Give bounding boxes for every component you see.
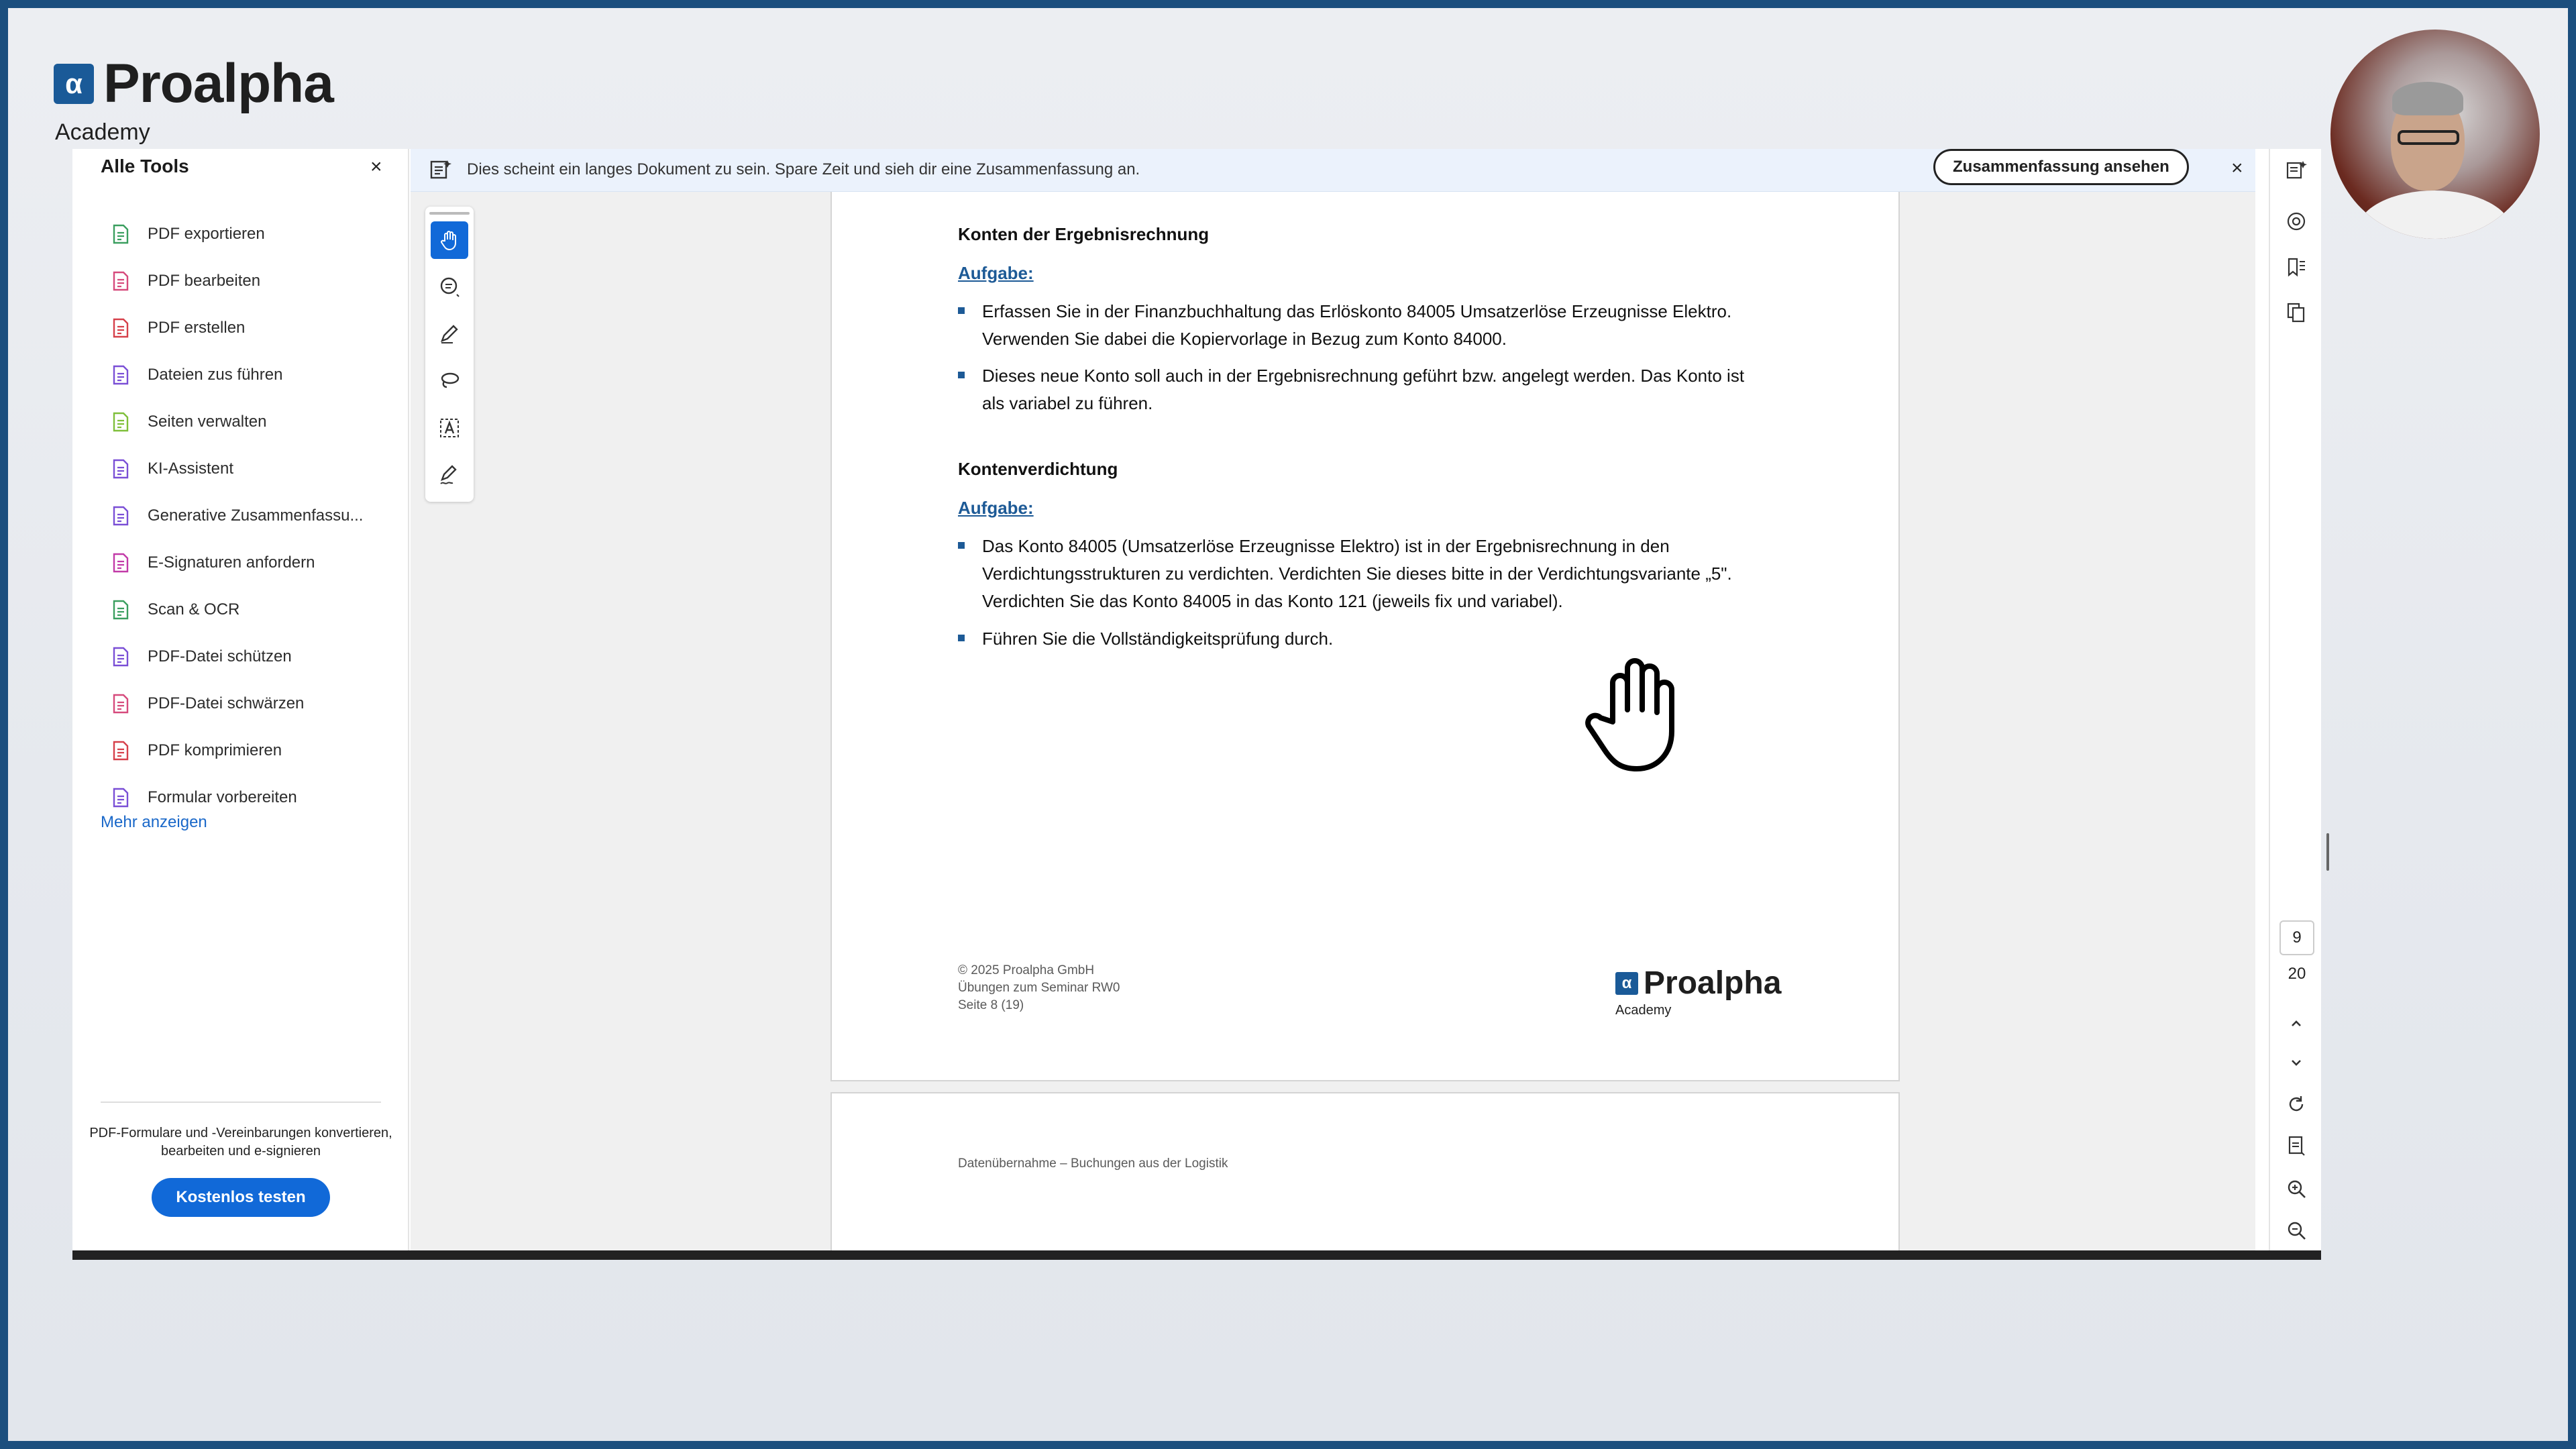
page-footer	[958, 962, 1120, 1014]
tool-item[interactable]	[110, 680, 363, 727]
bookmark-icon	[2286, 256, 2307, 278]
rail-drag-handle[interactable]	[429, 212, 470, 215]
previous-page-button[interactable]	[2282, 1009, 2311, 1038]
promo-text: PDF-Formulare und -Vereinbarungen konvertieren, bearbeiten und e-signieren	[89, 1126, 392, 1159]
section-heading: Konten der Ergebnisrechnung	[958, 224, 1210, 244]
hand-tool-button[interactable]	[431, 221, 468, 259]
page-logo-mark: α	[1615, 972, 1638, 995]
pen-icon	[438, 323, 461, 345]
tool-label: E-Signaturen anfordern	[148, 553, 315, 572]
page-header: Datenübernahme – Buchungen aus der Logistik	[958, 1157, 1228, 1171]
next-page-button[interactable]	[2282, 1048, 2311, 1077]
panel-divider	[101, 1102, 381, 1103]
tool-label: Scan & OCR	[148, 600, 240, 619]
hand-icon	[438, 229, 461, 252]
tool-item[interactable]	[110, 492, 363, 539]
summary-icon	[429, 158, 452, 181]
page-logo	[1615, 965, 1781, 1018]
comment-tool-button[interactable]	[431, 268, 468, 306]
logo-subtitle: Academy	[55, 119, 150, 145]
comments-panel-button[interactable]	[2282, 207, 2311, 236]
protect-pdf-icon	[110, 646, 131, 667]
total-pages: 20	[2288, 965, 2306, 983]
draw-tool-button[interactable]	[431, 315, 468, 353]
tool-item[interactable]	[110, 352, 363, 398]
close-notice-icon[interactable]: ×	[2231, 157, 2243, 179]
webcam-hair	[2392, 82, 2463, 115]
generative-summary-icon	[110, 505, 131, 527]
bullet-item: Dieses neue Konto soll auch in der Ergebnisrechnung geführt bzw. angelegt werden. Das Konto ist als variabel zu führen.	[982, 362, 1760, 417]
page-display-button[interactable]	[2282, 1131, 2311, 1161]
tool-item[interactable]	[110, 211, 363, 258]
lasso-icon	[438, 370, 461, 392]
tool-item[interactable]	[110, 398, 363, 445]
bullet-item: Das Konto 84005 (Umsatzerlöse Erzeugnisse Elektro) ist in der Ergebnisrechnung in den Verdichtungsstrukturen zu verdichten. Verdichten Sie dieses bitte in der Verdichtungsvariante „5". Verdichten Sie das Konto 84005 in das Konto 121 (jeweils fix und variabel).	[982, 533, 1760, 615]
copy-pages-icon	[2286, 302, 2307, 323]
tool-label: Dateien zus führen	[148, 366, 283, 384]
pdf-edit-icon	[110, 270, 131, 292]
tool-label: PDF-Datei schützen	[148, 647, 292, 665]
current-page-input[interactable]: 9	[2279, 920, 2314, 955]
logo-name: Proalpha	[103, 53, 333, 114]
bullet-item: Führen Sie die Vollständigkeitsprüfung durch.	[982, 625, 1760, 653]
vertical-scrollbar-thumb[interactable]	[2326, 833, 2329, 871]
footer-page: Seite 8 (19)	[958, 998, 1024, 1012]
pdf-create-icon	[110, 317, 131, 339]
tool-item[interactable]	[110, 727, 363, 774]
tool-item[interactable]	[110, 258, 363, 305]
panel-title: Alle Tools	[101, 156, 189, 176]
tool-label: PDF bearbeiten	[148, 272, 261, 290]
redact-pdf-icon	[110, 693, 131, 714]
tool-item[interactable]	[110, 445, 363, 492]
tool-label: PDF-Datei schwärzen	[148, 694, 305, 712]
tool-label: Seiten verwalten	[148, 413, 267, 431]
right-tool-rail	[2269, 149, 2321, 1250]
pdf-viewer-window	[72, 149, 2321, 1260]
text-select-tool-button[interactable]	[431, 409, 468, 447]
zoom-out-button[interactable]	[2282, 1216, 2311, 1245]
bookmarks-button[interactable]	[2282, 252, 2311, 282]
ai-summary-button[interactable]	[2282, 156, 2311, 185]
organize-pages-icon	[110, 411, 131, 433]
page-layout-icon	[2286, 1135, 2307, 1157]
freehand-tool-button[interactable]	[431, 362, 468, 400]
sign-tool-button[interactable]	[431, 456, 468, 494]
bullet-item: Erfassen Sie in der Finanzbuchhaltung das Erlöskonto 84005 Umsatzerlöse Erzeugnisse Elektro. Verwenden Sie dabei die Kopiervorlage in Bezug zum Konto 84000.	[982, 298, 1760, 353]
page-logo-subtitle: Academy	[1615, 1003, 1672, 1018]
view-summary-button[interactable]: Zusammenfassung ansehen	[1933, 149, 2189, 185]
tool-item[interactable]	[110, 633, 363, 680]
prepare-form-icon	[110, 787, 131, 808]
show-more-link[interactable]: Mehr anzeigen	[101, 813, 207, 831]
pdf-export-icon	[110, 223, 131, 245]
proalpha-academy-logo	[54, 52, 333, 146]
tool-list	[110, 211, 363, 821]
window-bottom-edge	[72, 1250, 2321, 1260]
page-logo-name: Proalpha	[1644, 965, 1782, 1001]
logo-mark: α	[54, 64, 94, 104]
footer-seminar: Übungen zum Seminar RW0	[958, 981, 1120, 995]
refresh-icon	[2286, 1093, 2307, 1115]
compress-pdf-icon	[110, 740, 131, 761]
task-label[interactable]: Aufgabe:	[958, 498, 1034, 518]
chevron-up-icon	[2286, 1013, 2307, 1034]
at-comment-icon	[2286, 211, 2307, 232]
summary-sparkle-icon	[2286, 160, 2307, 181]
pdf-page-9	[830, 1092, 1900, 1253]
e-signature-icon	[110, 552, 131, 574]
tool-label: PDF erstellen	[148, 319, 246, 337]
section-heading: Kontenverdichtung	[958, 459, 1118, 479]
page-thumbnails-button[interactable]	[2282, 298, 2311, 327]
scan-ocr-icon	[110, 599, 131, 621]
ai-assistant-icon	[110, 458, 131, 480]
quick-tools-rail	[425, 207, 474, 502]
tool-label: PDF exportieren	[148, 225, 265, 243]
tool-item[interactable]	[110, 305, 363, 352]
summary-notice-bar	[411, 149, 2255, 192]
document-viewer[interactable]	[411, 192, 2255, 1250]
chevron-down-icon	[2286, 1052, 2307, 1073]
rotate-button[interactable]	[2282, 1089, 2311, 1119]
tool-label: KI-Assistent	[148, 460, 234, 478]
webcam-shirt	[2357, 191, 2512, 239]
tool-label: PDF komprimieren	[148, 741, 282, 759]
tool-label: Generative Zusammenfassu...	[148, 506, 364, 525]
zoom-in-button[interactable]	[2282, 1174, 2311, 1203]
tool-item[interactable]	[110, 539, 363, 586]
footer-copyright: © 2025 Proalpha GmbH	[958, 963, 1095, 977]
pdf-page-8	[830, 192, 1900, 1081]
free-trial-button[interactable]: Kostenlos testen	[152, 1178, 330, 1217]
notice-message: Dies scheint ein langes Dokument zu sein. Spare Zeit und sieh dir eine Zusammenfassung an.	[467, 160, 1140, 178]
all-tools-panel	[72, 149, 409, 1250]
hand-cursor-icon	[1578, 648, 1699, 775]
presenter-webcam	[2330, 30, 2540, 239]
tool-item[interactable]	[110, 586, 363, 633]
close-panel-icon[interactable]: ×	[370, 156, 382, 178]
webcam-glasses	[2398, 130, 2459, 145]
combine-files-icon	[110, 364, 131, 386]
zoom-in-icon	[2286, 1178, 2307, 1199]
zoom-out-icon	[2286, 1220, 2307, 1241]
signature-icon	[438, 464, 461, 486]
tool-label: Formular vorbereiten	[148, 788, 297, 806]
text-box-icon	[438, 417, 461, 439]
task-label[interactable]: Aufgabe:	[958, 263, 1034, 283]
comment-icon	[438, 276, 461, 299]
